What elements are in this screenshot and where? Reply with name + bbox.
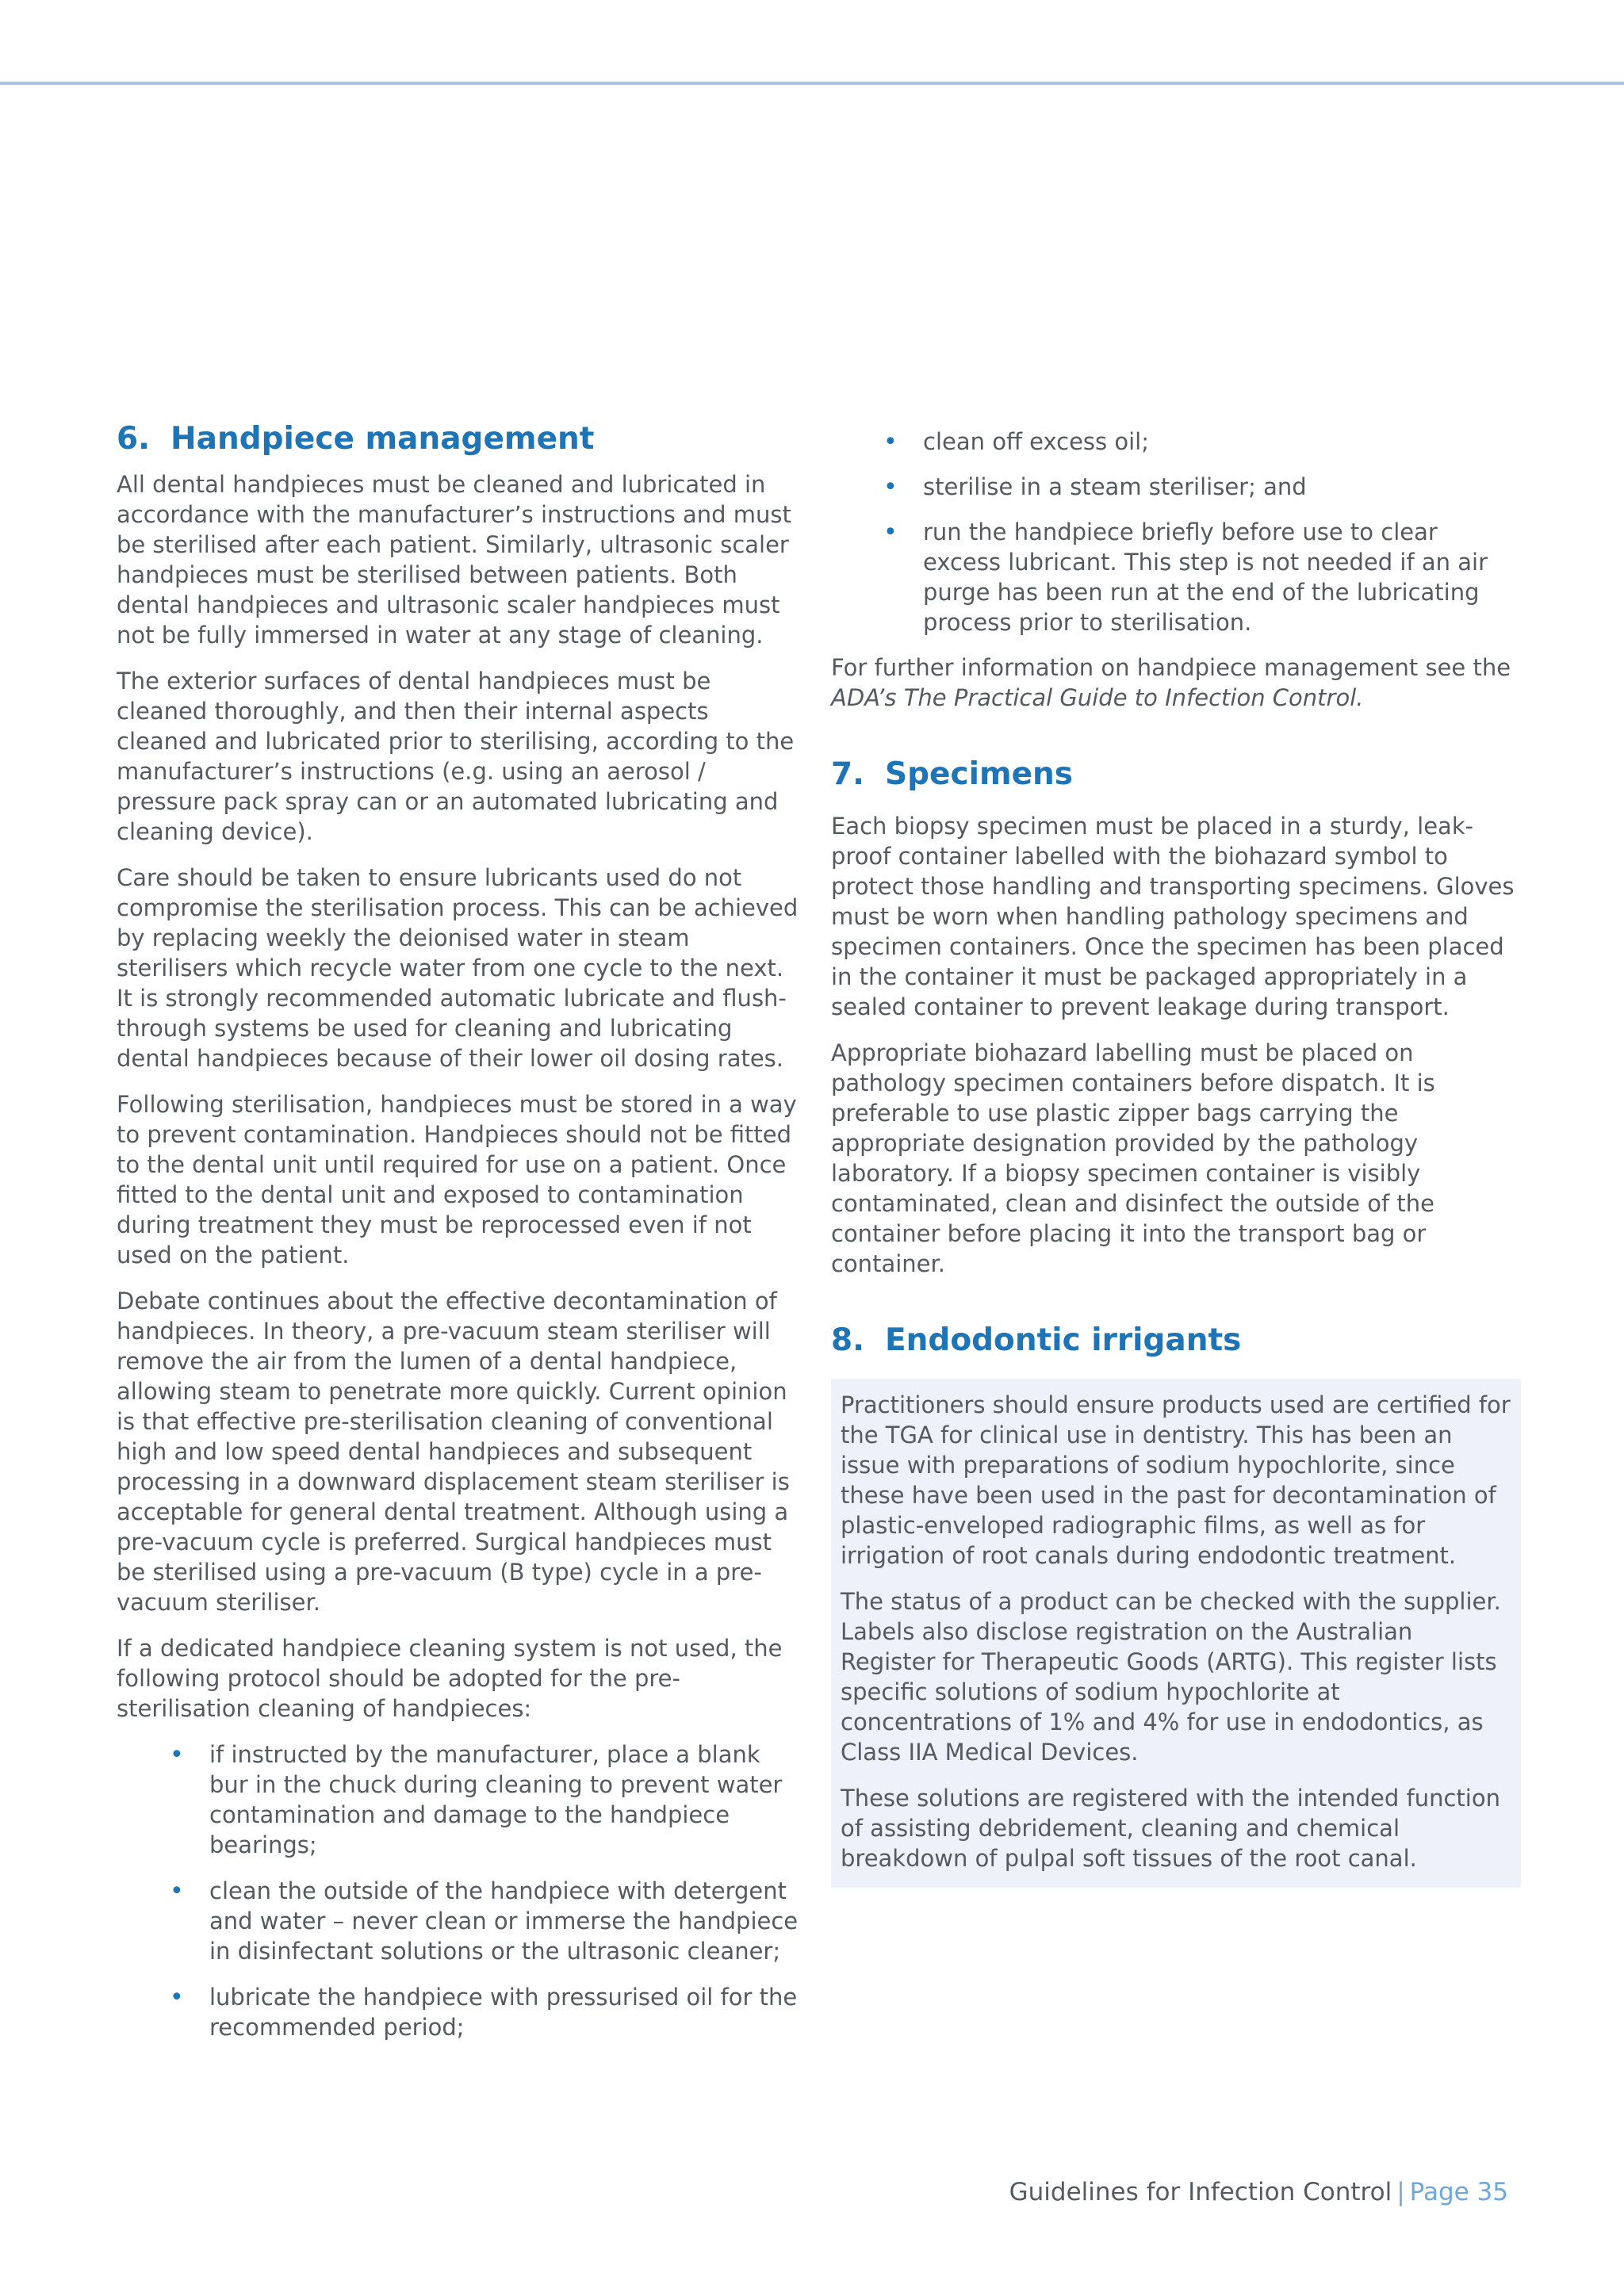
list-item: • clean off excess oil; xyxy=(883,428,1149,456)
paragraph: Appropriate biohazard labelling must be placed on pathology specimen containers before dispatch. It is preferable to use plastic zipper bags carrying the appropriate designation provided by the pathology laboratory. If a biopsy specimen container is visibly contaminated, clean and disinfect the outside of the container before placing it into the transport bag or container. xyxy=(831,1039,1435,1277)
section-7-heading xyxy=(831,756,1521,794)
section-number: 6. xyxy=(117,421,150,457)
bullet-list xyxy=(117,1739,800,2042)
page-footer xyxy=(1009,2178,1508,2206)
bullet-list xyxy=(831,427,1521,637)
list-item: • run the handpiece briefly before use to clear excess lubricant. This step is not needed if an air purge has been run at the end of the lubricating process prior to sterilisation. xyxy=(883,519,1488,636)
footer-title: Guidelines for Infection Control xyxy=(1009,2178,1392,2206)
section-title: Specimens xyxy=(885,756,1074,792)
paragraph: Following sterilisation, handpieces must be stored in a way to prevent contamination. Handpieces should not be fitted to the dental unit until required for use on a patient. Once fitted to the dental unit and exposed to contamination during treatment they must be reprocessed even if not used on the patient. xyxy=(117,1091,797,1269)
bullet-icon: • xyxy=(170,1984,184,2011)
paragraph: Debate continues about the effective decontamination of handpieces. In theory, a pre-vacuum steam steriliser will remove the air from the lumen of a dental handpiece, allowing steam to penetrate more quickly. Current opinion is that effective pre-sterilisation cleaning of conventional high and low speed dental handpieces and subsequent processing in a downward displacement steam steriliser is acceptable for general dental treatment. Although using a pre-vacuum cycle is preferred. Surgical handpieces must be sterilised using a pre-vacuum (B type) cycle in a pre-vacuum steriliser. xyxy=(117,1288,790,1616)
paragraph: These solutions are registered with the intended function of assisting debridement, cleaning and chemical breakdown of pulpal soft tissues of the root canal. xyxy=(841,1785,1500,1872)
paragraph: Care should be taken to ensure lubricants used do not compromise the sterilisation process. This can be achieved by replacing weekly the deionised water in steam sterilisers which recycle water from one cycle to the next. It is strongly recommended automatic lubricate and flush-through systems be used for cleaning and lubricating dental handpieces because of their lower oil dosing rates. xyxy=(117,864,799,1072)
section-6-heading xyxy=(117,420,800,458)
paragraph: The exterior surfaces of dental handpieces must be cleaned thoroughly, and then their internal aspects cleaned and lubricated prior to sterilising, according to the manufacturer’s instructions (e.g. using an aerosol / pressure pack spray can or an automated lubricating and cleaning device). xyxy=(117,668,795,845)
bullet-icon: • xyxy=(883,519,898,546)
right-column xyxy=(831,427,1521,1888)
section-title: Endodontic irrigants xyxy=(885,1322,1242,1358)
reference-title: ADA’s The Practical Guide to Infection Control. xyxy=(831,684,1364,711)
paragraph: The status of a product can be checked with the supplier. Labels also disclose registration on the Australian Register for Therapeutic Goods (ARTG). This register lists specific solutions of sodium hypochlorite at concentrations of 1% and 4% for use in endodontics, as Class IIA Medical Devices. xyxy=(841,1588,1501,1766)
section-title: Handpiece management xyxy=(170,421,595,457)
list-item: • lubricate the handpiece with pressurised oil for the recommended period; xyxy=(170,1984,798,2041)
list-item: • if instructed by the manufacturer, place a blank bur in the chuck during cleaning to prevent water contamination and damage to the handpiece bearings; xyxy=(170,1741,783,1858)
paragraph: All dental handpieces must be cleaned and lubricated in accordance with the manufacturer’s instructions and must be sterilised after each patient. Similarly, ultrasonic scaler handpieces must be sterilised between patients. Both dental handpieces and ultrasonic scaler handpieces must not be fully immersed in water at any stage of cleaning. xyxy=(117,471,791,649)
list-item: • clean the outside of the handpiece with detergent and water – never clean or immerse the handpiece in disinfectant solutions or the ultrasonic cleaner; xyxy=(170,1877,799,1965)
further-info-paragraph: For further information on handpiece management see the ADA’s The Practical Guide to Infection Control. xyxy=(831,654,1511,711)
bullet-icon: • xyxy=(170,1877,184,1905)
paragraph: Practitioners should ensure products used are certified for the TGA for clinical use in dentistry. This has been an issue with preparations of sodium hypochlorite, since these have been used in the past for decontamination of plastic-enveloped radiographic films, as well as for irrigation of root canals during endodontic treatment. xyxy=(841,1391,1511,1569)
bullet-icon: • xyxy=(170,1741,184,1769)
section-number: 8. xyxy=(831,1322,864,1358)
section-number: 7. xyxy=(831,756,864,792)
top-rule xyxy=(0,82,1624,85)
bullet-icon: • xyxy=(883,428,898,456)
shaded-box xyxy=(831,1379,1521,1888)
footer-separator: | xyxy=(1396,2178,1405,2206)
page-number: Page 35 xyxy=(1409,2178,1508,2206)
list-item: • sterilise in a steam steriliser; and xyxy=(883,473,1307,501)
left-column xyxy=(117,420,800,2058)
section-8-heading xyxy=(831,1322,1521,1360)
bullet-icon: • xyxy=(883,473,898,501)
paragraph: If a dedicated handpiece cleaning system is not used, the following protocol should be adopted for the pre-sterilisation cleaning of handpieces: xyxy=(117,1635,783,1722)
paragraph: Each biopsy specimen must be placed in a sturdy, leak-proof container labelled with the biohazard symbol to protect those handling and transporting specimens. Gloves must be worn when handling pathology specimens and specimen containers. Once the specimen has been placed in the container it must be packaged appropriately in a sealed container to prevent leakage during transport. xyxy=(831,813,1515,1020)
